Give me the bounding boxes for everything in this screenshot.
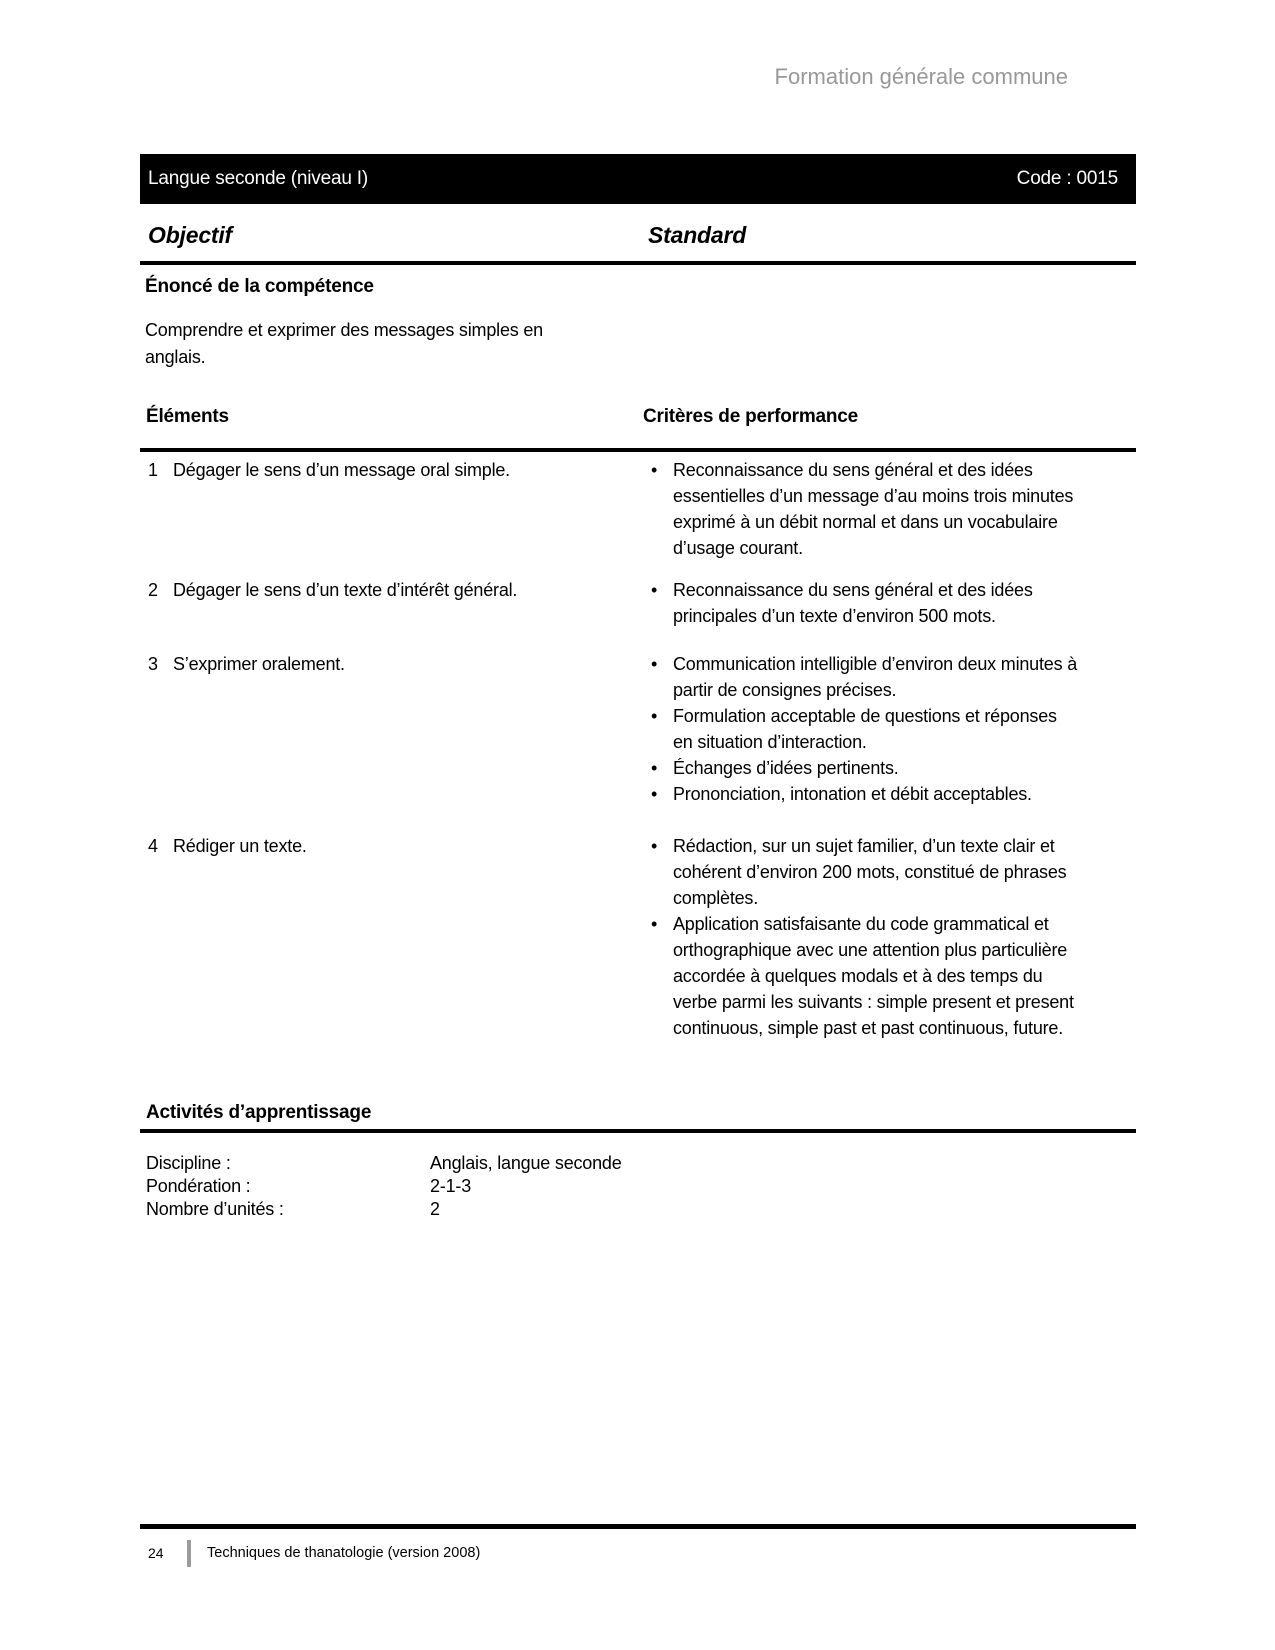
activities-heading: Activités d’apprentissage (146, 1102, 372, 1123)
competency-statement: Comprendre et exprimer des messages simples en anglais. (145, 320, 543, 367)
criteria-list (643, 577, 1136, 629)
element-cell (140, 457, 643, 561)
criteria-list (643, 833, 1136, 1041)
element-text: Dégager le sens d’un texte d’intérêt général. (173, 580, 518, 600)
footer-separator (187, 1540, 191, 1567)
info-label: Pondération : (146, 1176, 251, 1196)
element-text: Dégager le sens d’un message oral simple. (173, 460, 510, 480)
criteria-item (643, 911, 1136, 1041)
criteria-text: Communication intelligible d’environ deux minutes à partir de consignes précises. (673, 654, 1078, 700)
criteria-item (643, 577, 1136, 629)
footer-text: Techniques de thanatologie (version 2008) (207, 1545, 481, 1561)
criteria-text: Reconnaissance du sens général et des idées essentielles d’un message d’au moins trois minutes exprimé à un débit normal et dans un vocabulaire d’usage courant. (673, 460, 1074, 558)
info-value: Anglais, langue seconde (430, 1153, 622, 1173)
info-value: 2-1-3 (430, 1176, 472, 1196)
criteria-text: Échanges d’idées pertinents. (673, 758, 899, 778)
competency-heading: Énoncé de la compétence (145, 276, 374, 297)
elements-table (140, 457, 1136, 1041)
element-number: 1 (148, 460, 158, 480)
info-value: 2 (430, 1199, 440, 1219)
column-heading-standard: Standard (648, 222, 747, 248)
column-heading-objectif: Objectif (148, 222, 233, 248)
bullet-marker: • (651, 706, 658, 726)
bullet-marker: • (651, 914, 658, 934)
info-row (146, 1198, 1046, 1221)
bullet-marker: • (651, 460, 658, 480)
bullet-marker: • (651, 654, 658, 674)
element-cell (140, 577, 643, 629)
criteria-text: Reconnaissance du sens général et des idées principales d’un texte d’environ 500 mots. (673, 580, 1033, 626)
element-row (140, 457, 1136, 561)
title-bar (140, 154, 1136, 204)
elements-heading: Éléments (146, 406, 229, 427)
bullet-marker: • (651, 836, 658, 856)
element-text: Rédiger un texte. (173, 836, 307, 856)
section-rule (140, 261, 1136, 265)
element-row (140, 577, 1136, 629)
element-number: 4 (148, 836, 158, 856)
criteria-text: Application satisfaisante du code grammatical et orthographique avec une attention plus particulière accordée à quelques modals et à des temps du verbe parmi les suivants : simple present et present continuous, simple past et past continuous, future. (673, 914, 1074, 1038)
info-label: Nombre d’unités : (146, 1199, 284, 1219)
criteria-item (643, 703, 1136, 755)
info-label: Discipline : (146, 1153, 231, 1173)
header-note: Formation générale commune (774, 64, 1068, 89)
info-row (146, 1175, 1046, 1198)
criteria-list (643, 651, 1136, 807)
criteria-text: Prononciation, intonation et débit acceptables. (673, 784, 1032, 804)
info-row (146, 1152, 1046, 1175)
criteria-item (643, 457, 1136, 561)
criteria-item (643, 833, 1136, 911)
criteria-item (643, 755, 1136, 781)
section-rule (140, 448, 1136, 452)
activities-info-table (146, 1152, 1046, 1221)
element-row (140, 833, 1136, 1041)
criteria-list (643, 457, 1136, 561)
bullet-marker: • (651, 784, 658, 804)
element-cell (140, 833, 643, 1041)
column-headings (140, 222, 1136, 256)
criteria-text: Formulation acceptable de questions et réponses en situation d’interaction. (673, 706, 1057, 752)
page-number: 24 (148, 1545, 164, 1561)
bullet-marker: • (651, 758, 658, 778)
element-number: 2 (148, 580, 158, 600)
criteria-item (643, 651, 1136, 703)
footer (140, 1538, 1136, 1568)
section-rule (140, 1129, 1136, 1133)
course-code: Code : 0015 (1016, 168, 1118, 189)
criteria-text: Rédaction, sur un sujet familier, d’un texte clair et cohérent d’environ 200 mots, constitué de phrases complètes. (673, 836, 1067, 908)
element-row (140, 651, 1136, 807)
element-cell (140, 651, 643, 807)
footer-rule (140, 1524, 1136, 1529)
criteria-heading: Critères de performance (643, 406, 859, 427)
element-text: S’exprimer oralement. (173, 654, 345, 674)
bullet-marker: • (651, 580, 658, 600)
course-title: Langue seconde (niveau I) (148, 168, 368, 189)
element-number: 3 (148, 654, 158, 674)
criteria-item (643, 781, 1136, 807)
